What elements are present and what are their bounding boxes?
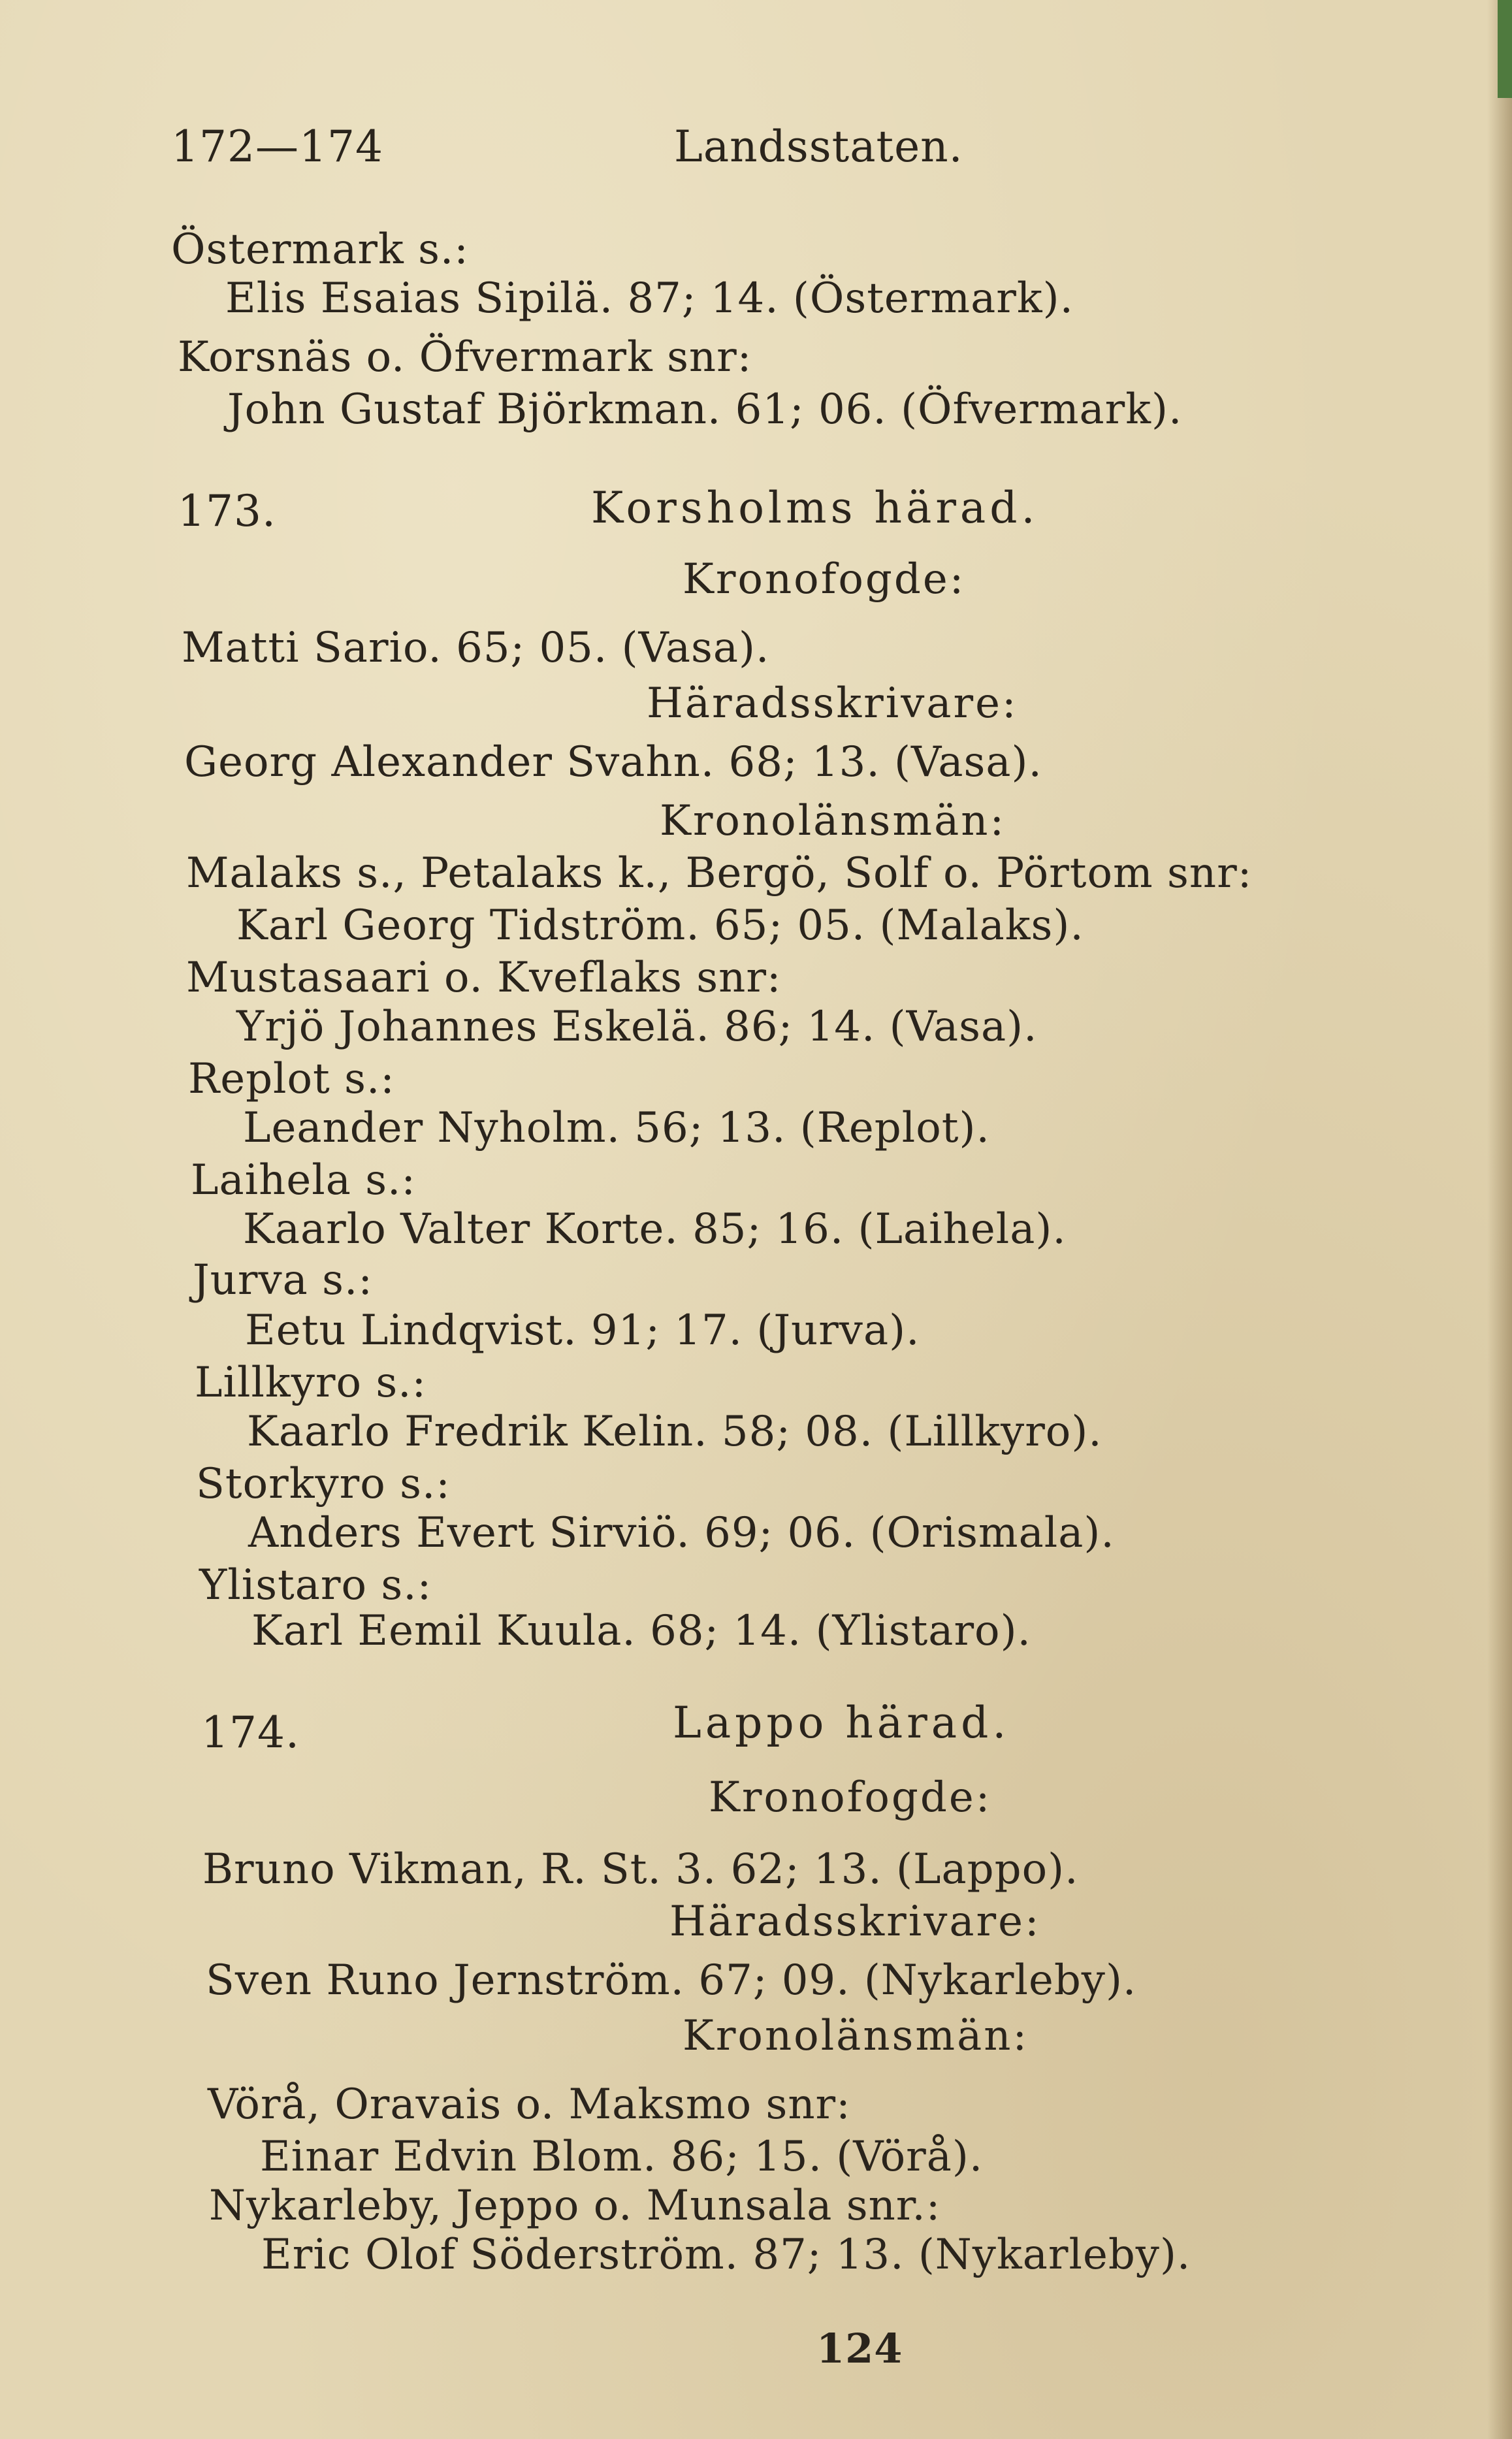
district-line: Replot s.:: [188, 1055, 395, 1103]
header-range: 172—174: [171, 121, 383, 172]
office-heading: Kronofogde:: [683, 555, 966, 604]
person-line: Elis Esaias Sipilä. 87; 14. (Östermark).: [225, 274, 1074, 323]
person-line: Eetu Lindqvist. 91; 17. (Jurva).: [245, 1306, 920, 1355]
person-line: Karl Georg Tidström. 65; 05. (Malaks).: [236, 901, 1084, 950]
person-line: Kaarlo Fredrik Kelin. 58; 08. (Lillkyro).: [247, 1408, 1102, 1456]
person-line: Matti Sario. 65; 05. (Vasa).: [182, 624, 770, 672]
office-heading: Kronofogde:: [709, 1773, 992, 1822]
district-line: Östermark s.:: [171, 225, 469, 274]
district-line: Lillkyro s.:: [195, 1359, 427, 1407]
page-edge-shadow: [1487, 0, 1512, 2439]
district-line: Laihela s.:: [191, 1156, 416, 1204]
district-line: Mustasaari o. Kveflaks snr:: [186, 954, 782, 1002]
person-line: Sven Runo Jernström. 67; 09. (Nykarleby).: [206, 1956, 1137, 2005]
corner-tab: [1498, 0, 1512, 98]
person-line: Leander Nyholm. 56; 13. (Replot).: [243, 1104, 990, 1152]
office-heading: Kronolänsmän:: [683, 2012, 1029, 2060]
district-line: Storkyro s.:: [196, 1460, 451, 1508]
person-line: Bruno Vikman, R. St. 3. 62; 13. (Lappo).: [202, 1845, 1079, 1894]
office-heading: Häradsskrivare:: [647, 679, 1018, 728]
district-line: Malaks s., Petalaks k., Bergö, Solf o. Pörtom snr:: [186, 849, 1253, 897]
office-heading: Kronolänsmän:: [660, 797, 1006, 845]
district-line: Jurva s.:: [193, 1256, 373, 1304]
running-title: Landsstaten.: [674, 121, 963, 172]
section-title: Korsholms härad.: [591, 483, 1039, 533]
section-title: Lappo härad.: [673, 1698, 1010, 1748]
district-line: Korsnäs o. Öfvermark snr:: [178, 333, 752, 381]
section-number: 173.: [178, 486, 276, 536]
person-line: Kaarlo Valter Korte. 85; 16. (Laihela).: [243, 1205, 1067, 1253]
page-number: 124: [816, 2325, 903, 2372]
person-line: Georg Alexander Svahn. 68; 13. (Vasa).: [184, 738, 1042, 786]
person-line: Yrjö Johannes Eskelä. 86; 14. (Vasa).: [236, 1003, 1038, 1051]
district-line: Vörå, Oravais o. Maksmo snr:: [208, 2080, 851, 2129]
district-line: Nykarleby, Jeppo o. Munsala snr.:: [209, 2182, 941, 2230]
person-line: Anders Evert Sirviö. 69; 06. (Orismala).: [248, 1509, 1115, 1557]
person-line: Einar Edvin Blom. 86; 15. (Vörå).: [260, 2133, 984, 2181]
person-line: Eric Olof Söderström. 87; 13. (Nykarleby).: [261, 2231, 1191, 2279]
section-number: 174.: [201, 1707, 300, 1758]
person-line: Karl Eemil Kuula. 68; 14. (Ylistaro).: [251, 1607, 1031, 1655]
person-line: John Gustaf Björkman. 61; 06. (Öfvermark).: [227, 385, 1183, 434]
district-line: Ylistaro s.:: [199, 1561, 432, 1609]
office-heading: Häradsskrivare:: [669, 1898, 1041, 1946]
